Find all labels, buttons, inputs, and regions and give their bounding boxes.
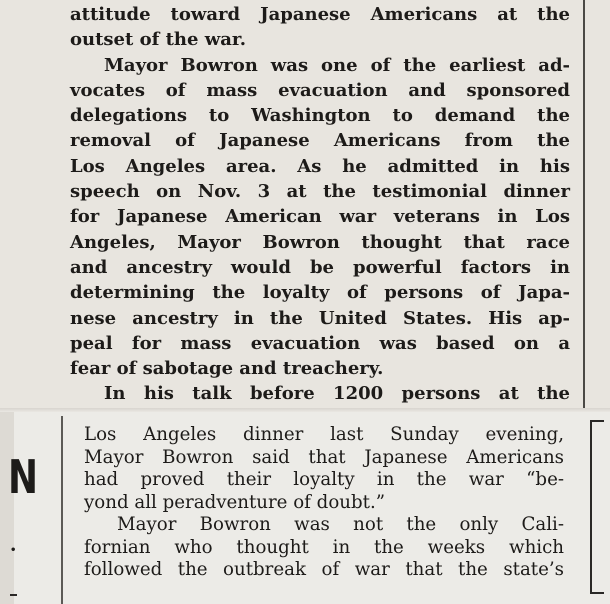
text-line: Mayor Bowron was one of the earliest ad-	[104, 54, 570, 76]
column-rule-right	[583, 0, 585, 410]
text-line: speech on Nov. 3 at the testimonial dinner	[70, 181, 570, 203]
text-line: removal of Japanese Americans from the	[70, 130, 570, 152]
text-line: Mayor Bowron said that Japanese Americans	[84, 446, 564, 468]
text-line: outset of the war.	[70, 29, 246, 51]
bullet-mark: •	[10, 545, 17, 556]
text-line: peal for mass evacuation was based on a	[70, 332, 570, 354]
lower-article-column	[84, 424, 564, 582]
text-line: In his talk before 1200 persons at the	[104, 383, 570, 405]
upper-article-column	[70, 2, 570, 407]
text-line: fornian who thought in the weeks which	[84, 536, 564, 558]
adjacent-column-strip	[0, 412, 17, 604]
dash-mark	[10, 594, 17, 596]
text-line: Angeles, Mayor Bowron thought that race	[70, 231, 570, 253]
column-rule-left	[61, 416, 63, 604]
text-line: Los Angeles dinner last Sunday evening,	[84, 424, 564, 445]
text-line: Los Angeles area. As he admitted in his	[70, 155, 570, 177]
text-line: fear of sabotage and treachery.	[70, 358, 384, 380]
text-line: yond all peradventure of doubt.”	[84, 491, 386, 513]
text-line: for Japanese American war veterans in Los	[70, 206, 570, 228]
text-line: had proved their loyalty in the war “be-	[84, 469, 564, 490]
text-line: vocates of mass evacuation and sponsored	[70, 79, 570, 101]
text-line: Mayor Bowron was not the only Cali-	[117, 514, 564, 535]
text-line: and ancestry would be powerful factors in	[70, 256, 570, 278]
headline-fragment: N	[8, 450, 39, 504]
text-line: attitude toward Japanese Americans at the	[70, 4, 570, 25]
text-line: nese ancestry in the United States. His ap-	[70, 307, 570, 329]
text-line: followed the outbreak of war that the state’s	[84, 559, 564, 580]
text-line: delegations to Washington to demand the	[70, 105, 570, 127]
text-line: determining the loyalty of persons of Japa-	[70, 282, 570, 304]
adjacent-box-border	[590, 420, 604, 594]
